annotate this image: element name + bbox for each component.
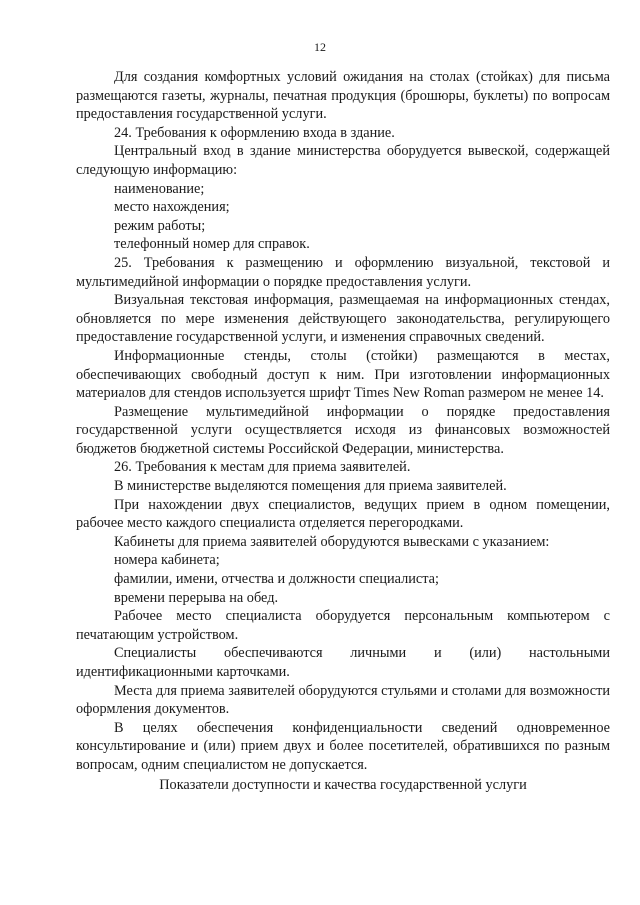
paragraph-info-stands: Информационные стенды, столы (стойки) размещаются в местах, обеспечивающих свободный доступ к ним. При изготовлении информационных материалов для стендов используется шрифт Times New Roman размером не менее 14.	[76, 347, 610, 402]
paragraph-partitions: При нахождении двух специалистов, ведущих прием в одном помещении, рабочее место каждого специалиста отделяется перегородками.	[76, 496, 610, 532]
paragraph-item-25-heading: 25. Требования к размещению и оформлению визуальной, текстовой и мультимедийной информации о порядке предоставления услуги.	[76, 254, 610, 290]
paragraph-item-26-heading: 26. Требования к местам для приема заявителей.	[114, 459, 411, 476]
paragraph-workplace-computer: Рабочее место специалиста оборудуется персональным компьютером с печатающим устройством.	[76, 608, 610, 643]
paragraph-reception-rooms: В министерстве выделяются помещения для приема заявителей.	[114, 478, 507, 495]
paragraph-multimedia: Размещение мультимедийной информации о порядке предоставления государственной услуги осуществляется исходя из финансовых возможностей бюджетов бюджетной системы Российской Федерации, министерства.	[76, 403, 610, 457]
paragraph-confidentiality: В целях обеспечения конфиденциальности сведений одновременное консультирование и (или) прием двух и более посетителей, обратившихся по разным вопросам, одним специалистом не допускается.	[76, 719, 610, 773]
list-item-phone: телефонный номер для справок.	[114, 236, 310, 253]
paragraph-item-24-heading: 24. Требования к оформлению входа в здание.	[114, 124, 395, 141]
paragraph-chairs-tables: Места для приема заявителей оборудуются стульями и столами для возможности оформления документов.	[76, 682, 610, 718]
paragraph-visual-info: Визуальная текстовая информация, размещаемая на информационных стендах, обновляется по мере изменения действующего законодательства, регулирующего предоставление государственной услуги, и изменения справочных сведений.	[76, 292, 610, 346]
paragraph-id-cards: Специалисты обеспечиваются личными и (или) настольными идентификационными карточками.	[76, 645, 610, 680]
paragraph-waiting-conditions: Для создания комфортных условий ожидания на столах (стойках) для письма размещаются газеты, журналы, печатная продукция (брошюры, буклеты) по вопросам предоставления государственной услуги.	[76, 69, 610, 123]
document-body	[76, 68, 610, 775]
list-item-working-hours: режим работы;	[114, 217, 206, 234]
list-item-lunch-break: времени перерыва на обед.	[114, 589, 279, 606]
list-item-specialist-name: фамилии, имени, отчества и должности специалиста;	[114, 571, 439, 588]
list-item-name: наименование;	[114, 180, 205, 197]
section-heading: Показатели доступности и качества государственной услуги	[159, 777, 527, 793]
page-number: 12	[314, 40, 326, 54]
list-item-office-number: номера кабинета;	[114, 552, 220, 569]
list-item-location: место нахождения;	[114, 199, 230, 216]
paragraph-office-signs: Кабинеты для приема заявителей оборудуются вывесками с указанием:	[114, 533, 550, 550]
paragraph-entrance-sign: Центральный вход в здание министерства оборудуется вывеской, содержащей следующую информацию:	[76, 143, 610, 178]
